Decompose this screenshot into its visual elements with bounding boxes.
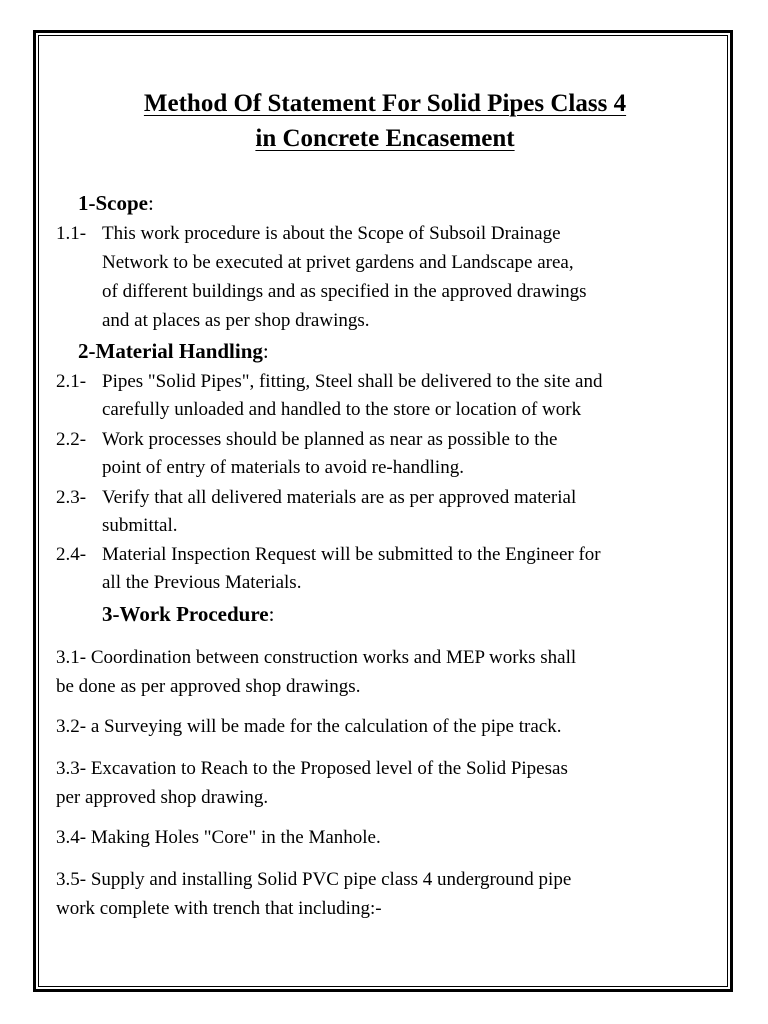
item-3-4-line-1: 3.4- Making Holes "Core" in the Manhole. [56, 827, 381, 848]
item-2-1-line-1: Pipes "Solid Pipes", fitting, Steel shall be delivered to the site and [102, 371, 603, 392]
document-title-line-2: in Concrete Encasement [255, 125, 515, 152]
item-3-5-line-1: 3.5- Supply and installing Solid PVC pipe class 4 underground pipe [56, 869, 572, 890]
section-heading-scope [78, 191, 154, 216]
section-heading-scope-text: 1-Scope [78, 191, 148, 215]
item-number-2-2: 2.2- [56, 429, 87, 450]
item-1-1-line-3: of different buildings and as specified in the approved drawings [102, 281, 587, 302]
section-heading-material-colon: : [262, 339, 269, 363]
item-3-3-line-1: 3.3- Excavation to Reach to the Proposed level of the Solid Pipesas [56, 758, 568, 779]
item-3-1-line-1: 3.1- Coordination between construction works and MEP works shall [56, 647, 577, 668]
item-3-3-line-2: per approved shop drawing. [56, 787, 269, 808]
section-heading-work-colon: : [268, 602, 275, 626]
item-2-2-line-1: Work processes should be planned as near as possible to the [102, 429, 558, 450]
document-title-line-1: Method Of Statement For Solid Pipes Class 4 [143, 90, 627, 117]
item-3-5-line-2: work complete with trench that including:- [56, 898, 382, 919]
item-2-3-line-1: Verify that all delivered materials are as per approved material [102, 487, 577, 508]
item-1-1-line-2: Network to be executed at privet gardens and Landscape area, [102, 252, 574, 273]
item-number-2-4: 2.4- [56, 544, 87, 565]
section-heading-scope-colon: : [148, 191, 154, 215]
item-1-1-line-1: This work procedure is about the Scope of Subsoil Drainage [102, 223, 561, 244]
section-heading-work-text: 3-Work Procedure [102, 602, 269, 626]
item-2-3-line-2: submittal. [102, 515, 178, 536]
item-number-2-1: 2.1- [56, 371, 87, 392]
section-heading-material-handling [78, 339, 269, 364]
item-2-4-line-2: all the Previous Materials. [102, 572, 302, 593]
section-heading-material-text: 2-Material Handling [78, 339, 263, 363]
item-2-2-line-2: point of entry of materials to avoid re-handling. [102, 457, 464, 478]
section-heading-work-procedure [102, 602, 274, 627]
item-3-1-line-2: be done as per approved shop drawings. [56, 676, 361, 697]
item-3-2-line-1: 3.2- a Surveying will be made for the calculation of the pipe track. [56, 716, 562, 737]
item-2-4-line-1: Material Inspection Request will be submitted to the Engineer for [102, 544, 601, 565]
item-number-1-1: 1.1- [56, 223, 87, 244]
item-1-1-line-4: and at places as per shop drawings. [102, 310, 370, 331]
item-number-2-3: 2.3- [56, 487, 87, 508]
item-2-1-line-2: carefully unloaded and handled to the store or location of work [102, 399, 582, 420]
